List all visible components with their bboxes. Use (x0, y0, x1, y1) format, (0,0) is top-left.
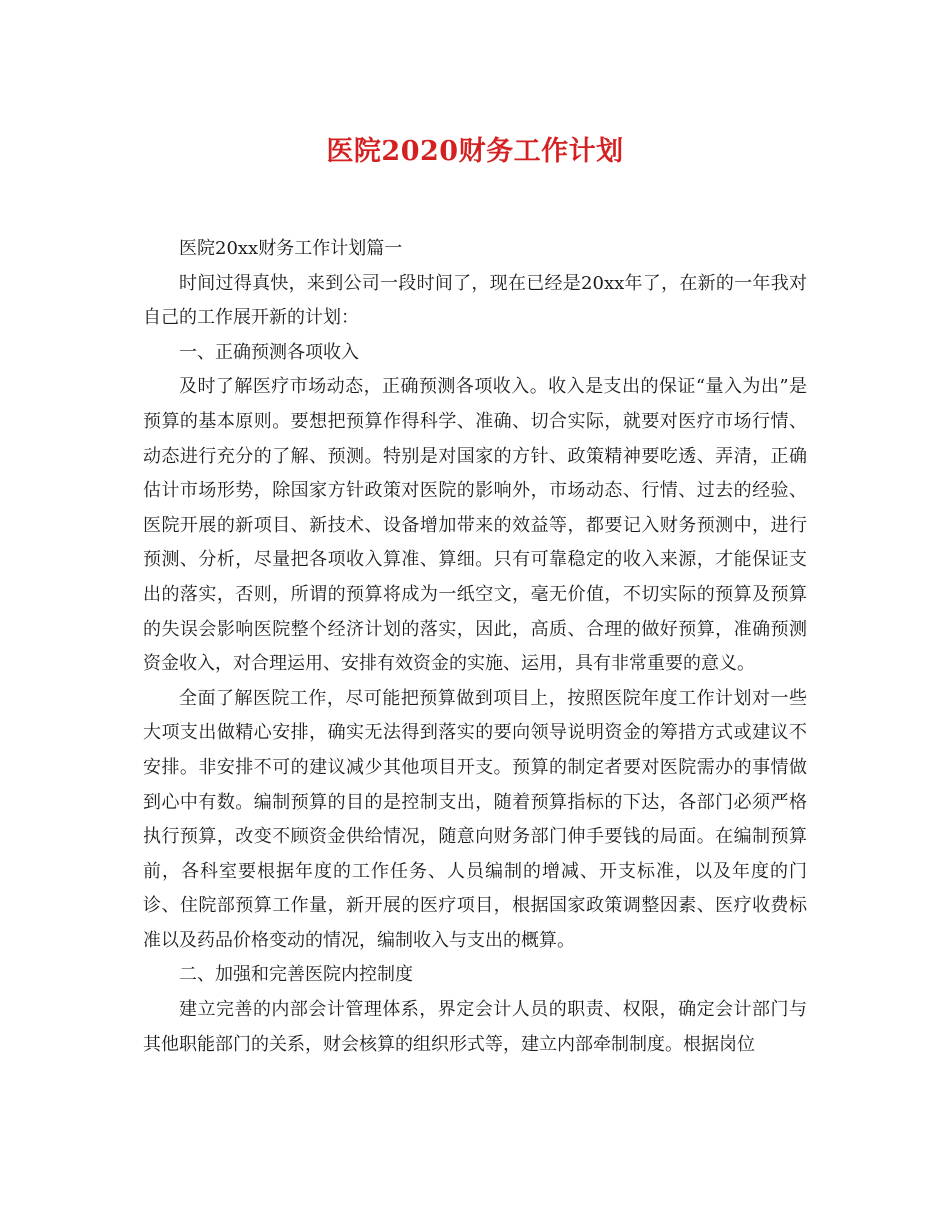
subtitle-paragraph: 医院20xx财务工作计划篇一 (179, 238, 403, 259)
body-paragraph: 建立完善的内部会计管理体系，界定会计人员的职责、权限，确定会计部门与其他职能部门的关系，财会核算的组织形式等，建立内部牵制制度。根据岗位 (143, 999, 807, 1055)
section-heading-2: 二、加强和完善医院内控制度 (179, 964, 413, 986)
body-paragraph: 及时了解医疗市场动态，正确预测各项收入。收入是支出的保证“量入为出”是预算的基本原则。要想把预算作得科学、准确、切合实际，就要对医疗市场行情、动态进行充分的了解、预测。特别是对国家的方针、政策精神要吃透、弄清，正确估计市场形势，除国家方针政策对医院的影响外，市场动态、行情、过去的经验、医院开展的新项目、新技术、设备增加带来的效益等，都要记入财务预测中，进行预测、分析，尽量把各项收入算准、算细。只有可靠稳定的收入来源，才能保证支出的落实，否则，所谓的预算将成为一纸空文，毫无价值，不切实际的预算及预算的失误会影响医院整个经济计划的落实，因此，高质、合理的做好预算，准确预测资金收入，对合理运用、安排有效资金的实施、运用，具有非常重要的意义。 (143, 376, 807, 675)
document-body (143, 232, 807, 1062)
intro-paragraph: 时间过得真快，来到公司一段时间了，现在已经是20xx年了，在新的一年我对自己的工作展开新的计划： (143, 272, 807, 329)
body-paragraph: 全面了解医院工作，尽可能把预算做到项目上，按照医院年度工作计划对一些大项支出做精心安排，确实无法得到落实的要向领导说明资金的筹措方式或建议不安排。非安排不可的建议减少其他项目开支。预算的制定者要对医院需办的事情做到心中有数。编制预算的目的是控制支出，随着预算指标的下达，各部门必须严格执行预算，改变不顾资金供给情况，随意向财务部门伸手要钱的局面。在编制预算前，各科室要根据年度的工作任务、人员编制的增减、开支标准，以及年度的门诊、住院部预算工作量，新开展的医疗项目，根据国家政策调整因素、医疗收费标准以及药品价格变动的情况，编制收入与支出的概算。 (143, 687, 807, 951)
document-title: 医院2020财务工作计划 (326, 136, 624, 167)
section-heading-1: 一、正确预测各项收入 (179, 341, 359, 363)
